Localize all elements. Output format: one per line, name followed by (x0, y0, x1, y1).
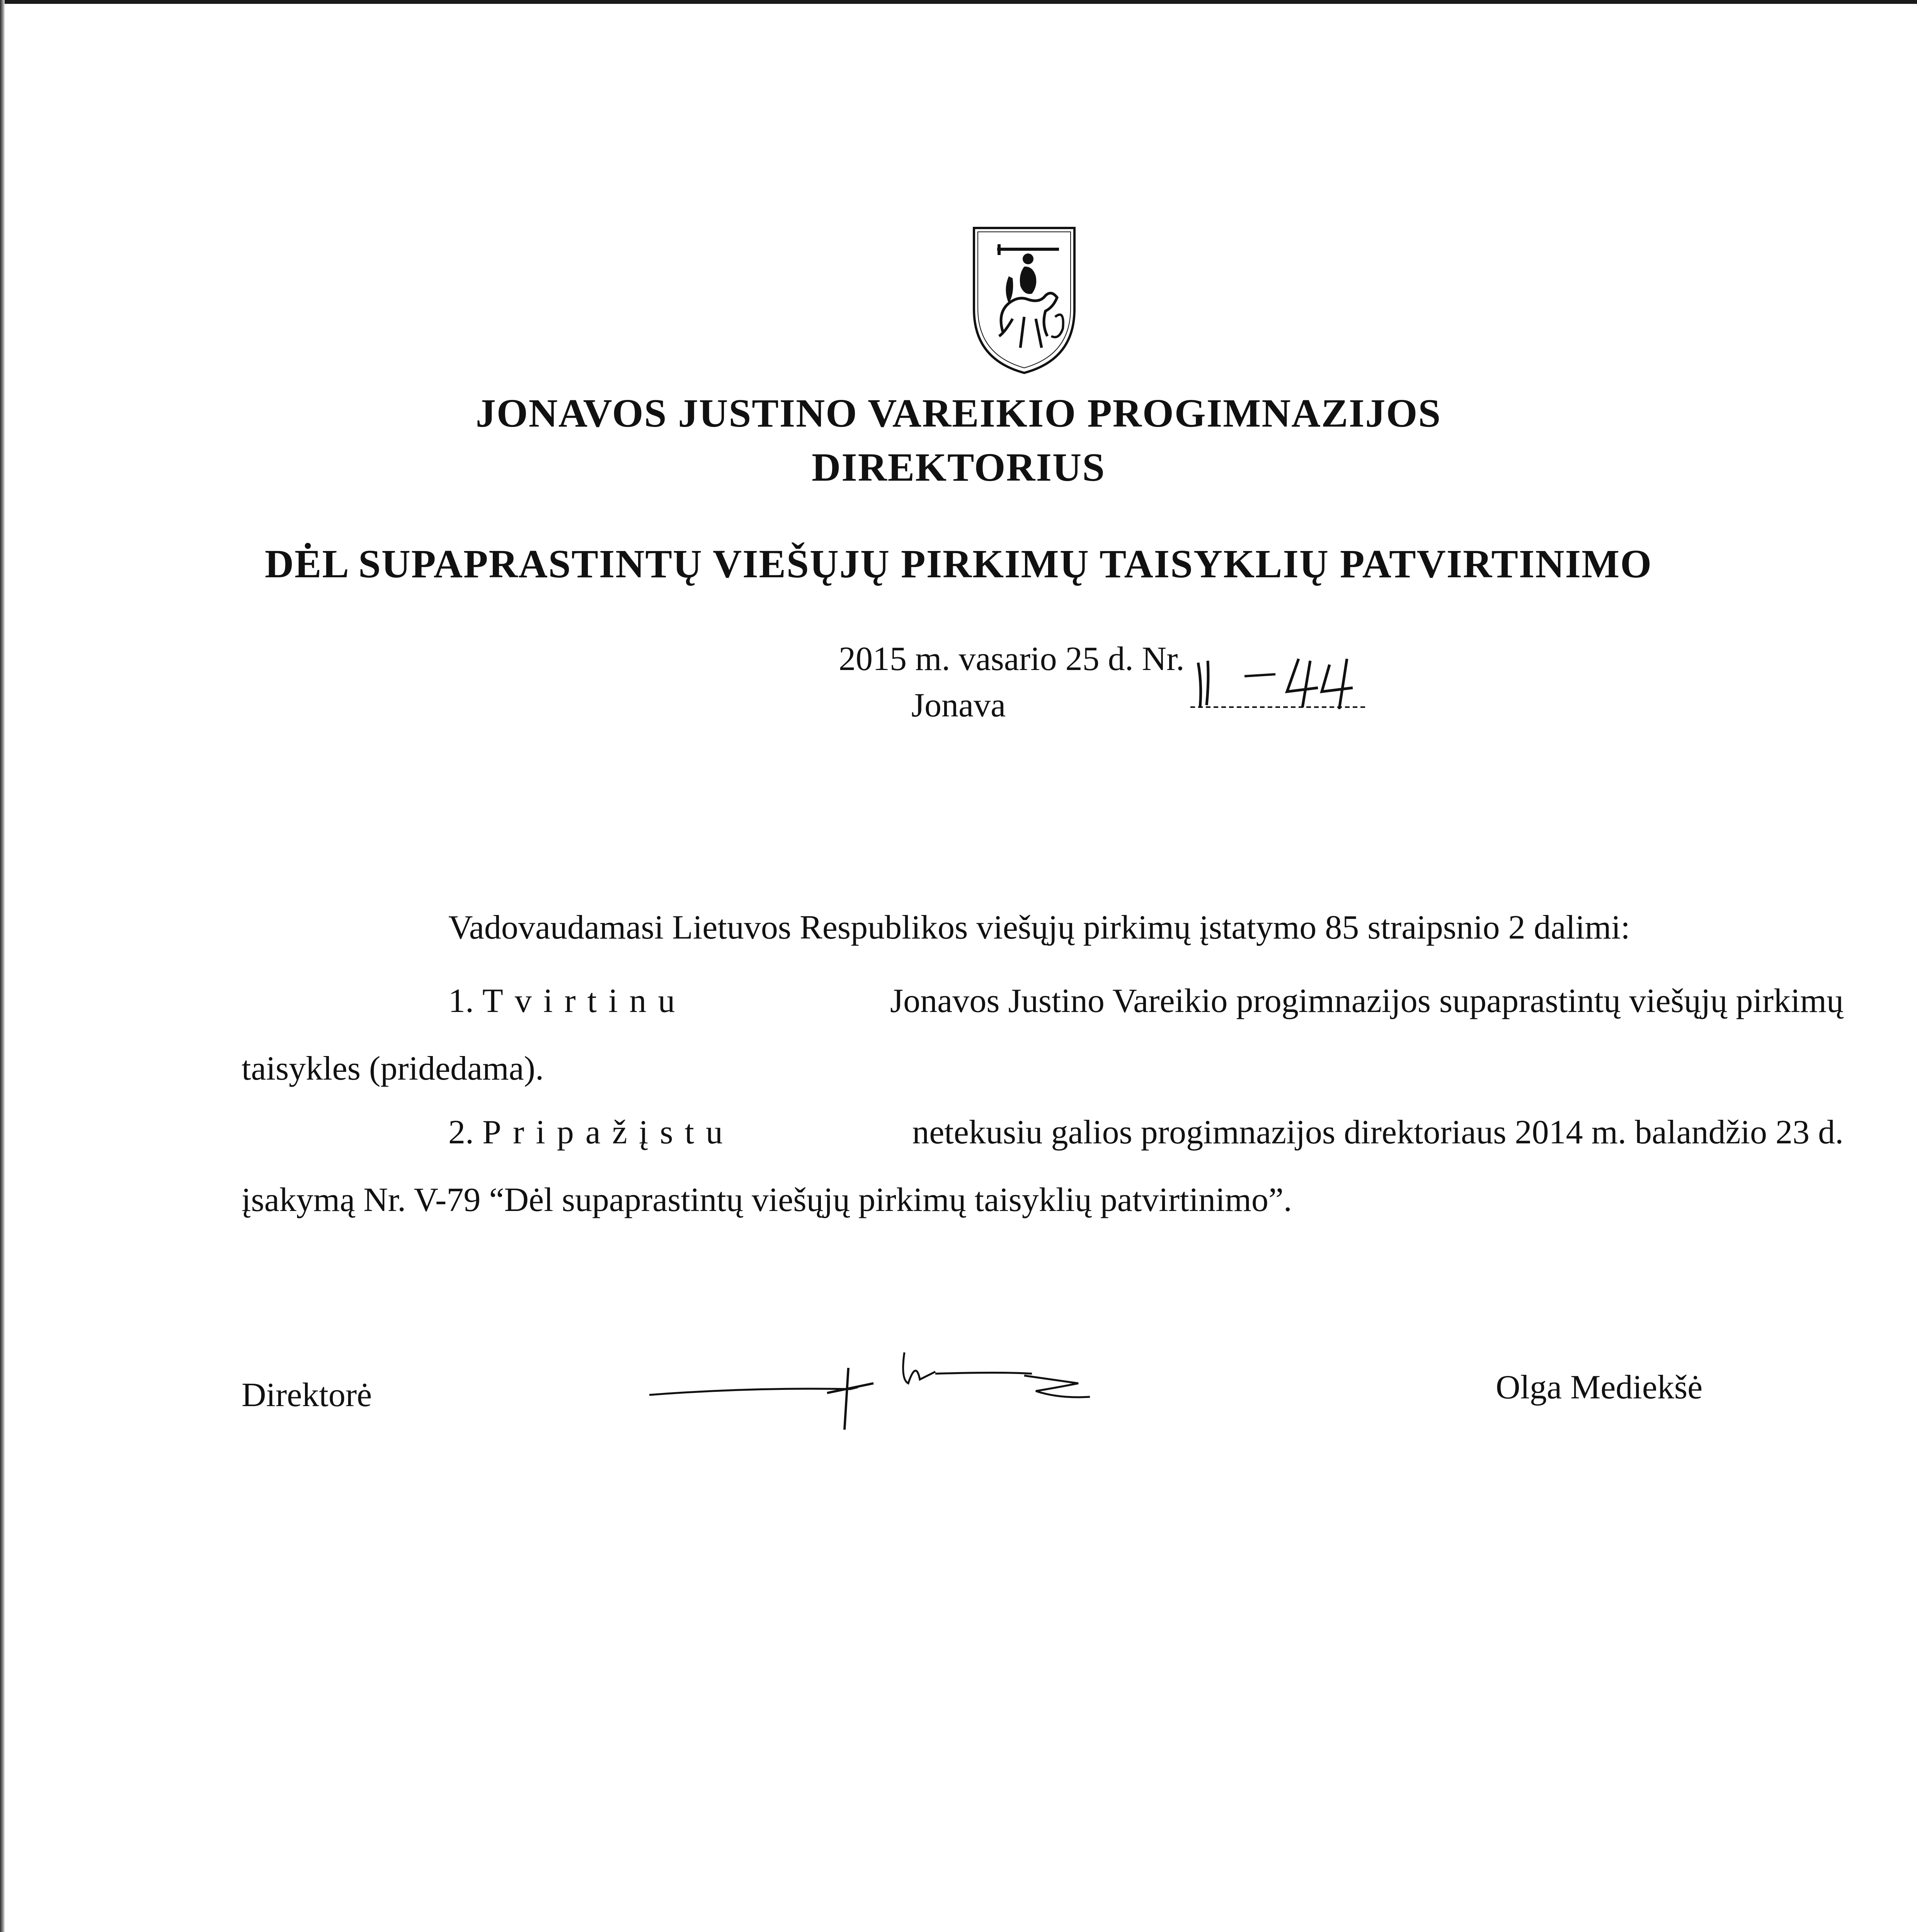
signatory-name: Olga Mediekšė (1496, 1369, 1703, 1406)
item-2-number: 2. (448, 1114, 474, 1151)
item-2-text: netekusiu galios progimnazijos direktoriaus 2014 m. balandžio 23 d. (912, 1114, 1844, 1151)
document-place: Jonava (911, 687, 1006, 724)
signatory-role: Direktorė (242, 1376, 372, 1414)
item-2-line-2: įsakymą Nr. V-79 “Dėl supaprastintų viešųjų pirkimų taisyklių patvirtinimo”. (242, 1181, 1292, 1219)
scan-edge-top (0, 0, 1917, 4)
scan-edge-left (0, 0, 5, 1932)
date-line: 2015 m. vasario 25 d. Nr. (839, 640, 1185, 678)
director-signature (634, 1329, 1109, 1434)
coat-of-arms-icon (966, 220, 1082, 379)
institution-role: DIREKTORIUS (812, 445, 1105, 490)
intro-paragraph: Vadovaudamasi Lietuvos Respublikos viešųjų pirkimų įstatymo 85 straipsnio 2 dalimi: (448, 909, 1630, 946)
item-2-line-1 (448, 1113, 1844, 1152)
item-1-text: Jonavos Justino Vareikio progimnazijos supaprastintų viešųjų pirkimų (890, 982, 1844, 1020)
document-title: DĖL SUPAPRASTINTŲ VIEŠŲJŲ PIRKIMŲ TAISYKLIŲ PATVIRTINIMO (264, 542, 1652, 586)
item-2-verb: Pripažįstu (482, 1114, 734, 1151)
item-1-verb: Tvirtinu (482, 982, 687, 1020)
institution-name: JONAVOS JUSTINO VAREIKIO PROGIMNAZIJOS (475, 391, 1442, 435)
item-1-line-2: taisykles (pridedama). (242, 1050, 544, 1087)
item-1-number: 1. (448, 982, 474, 1020)
item-1-line-1 (448, 981, 1844, 1020)
